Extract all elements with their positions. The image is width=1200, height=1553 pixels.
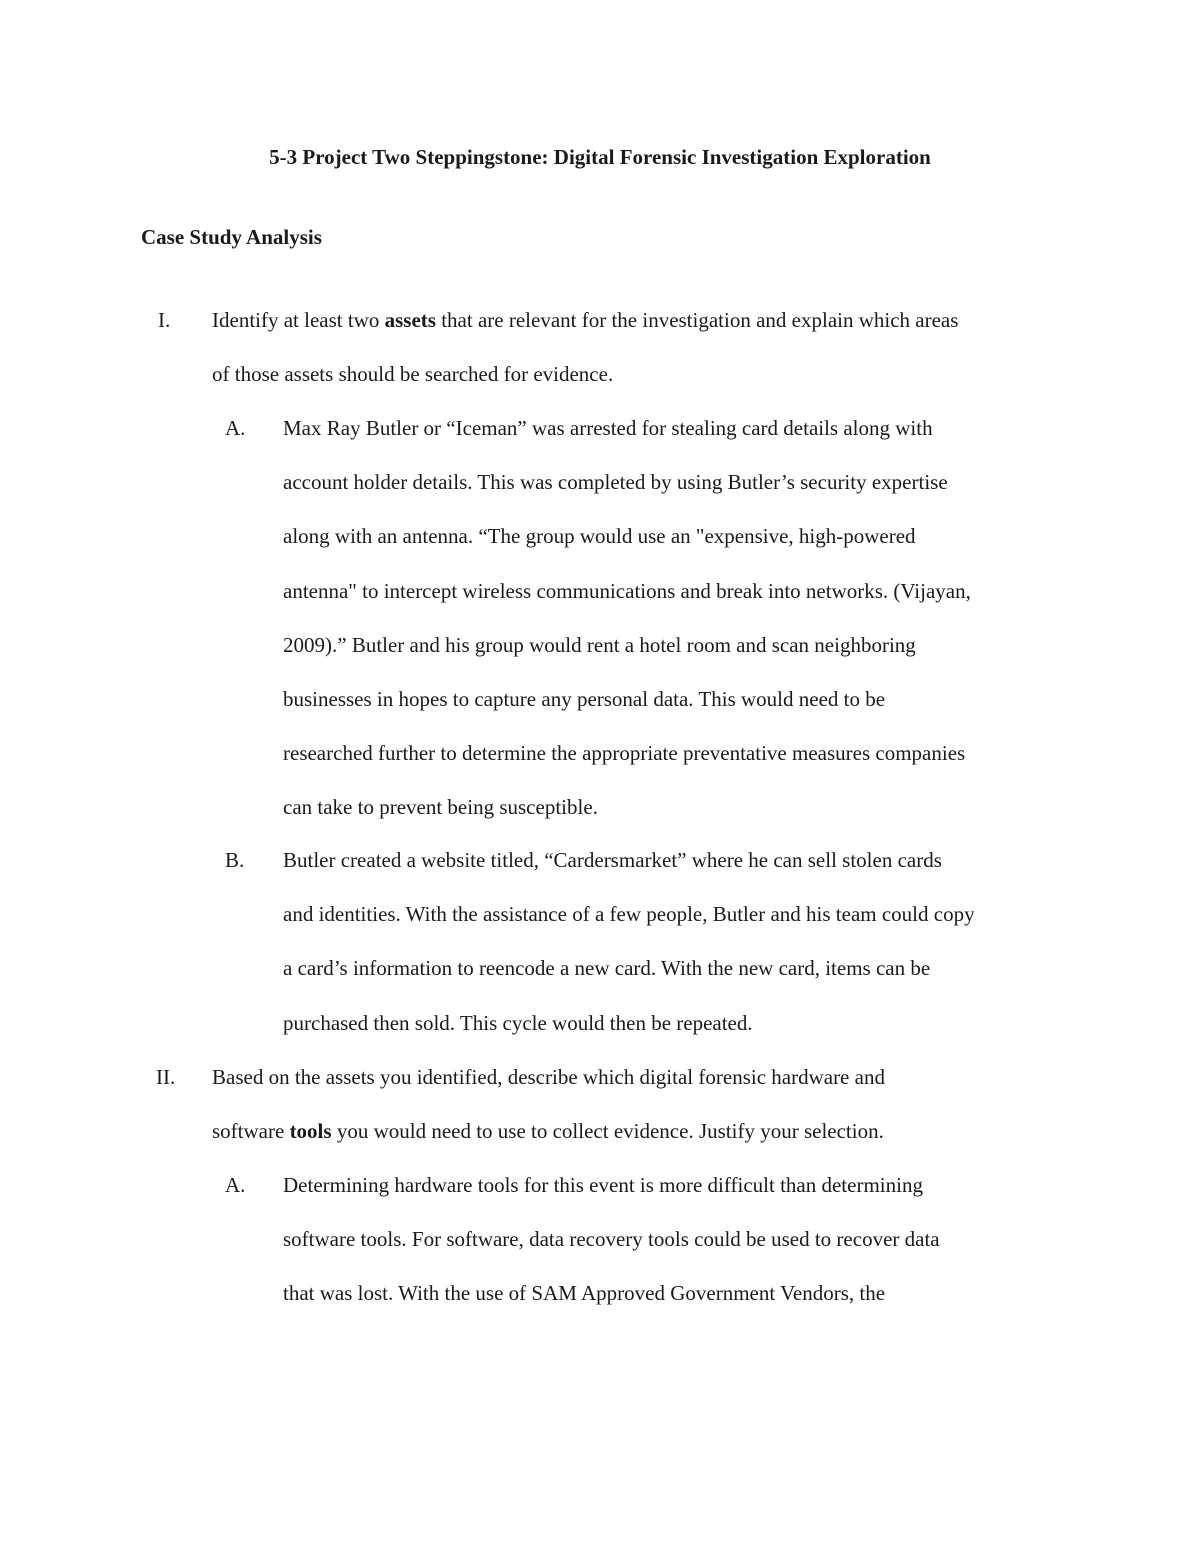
sub-item-line: researched further to determine the appropriate preventative measures companies: [283, 741, 966, 766]
text-run: that are relevant for the investigation and explain which areas: [435, 308, 959, 332]
bold-term: assets: [384, 308, 436, 332]
text-run: you would need to use to collect evidence. Justify your selection.: [331, 1119, 884, 1144]
sub-item-line: and identities. With the assistance of a few people, Butler and his team could copy: [283, 902, 975, 927]
list-item-line: of those assets should be searched for evidence.: [212, 362, 614, 387]
sub-item-line: purchased then sold. This cycle would then be repeated.: [283, 1010, 753, 1035]
list-marker-II: II.: [156, 1065, 176, 1089]
sub-item-line: software tools. For software, data recovery tools could be used to recover data: [283, 1227, 940, 1252]
list-item-I: [212, 293, 958, 401]
bold-term: tools: [289, 1119, 332, 1144]
sub-item-line: can take to prevent being susceptible.: [283, 795, 598, 820]
sub-item-line: along with an antenna. “The group would use an "expensive, high-powered: [283, 524, 916, 549]
sub-marker-IA: A.: [225, 416, 246, 440]
sub-item-IB: [283, 833, 975, 1050]
sub-item-line: Max Ray Butler or “Iceman” was arrested for stealing card details along with: [283, 416, 933, 440]
sub-item-IIA: [283, 1158, 940, 1321]
sub-marker-IIA: A.: [225, 1173, 246, 1197]
sub-item-line: 2009).” Butler and his group would rent a hotel room and scan neighboring: [283, 632, 916, 657]
sub-item-line: businesses in hopes to capture any personal data. This would need to be: [283, 687, 886, 712]
text-run: Identify at least two: [212, 308, 385, 332]
sub-item-line: that was lost. With the use of SAM Approved Government Vendors, the: [283, 1281, 886, 1306]
list-item-line: Based on the assets you identified, describe which digital forensic hardware and: [212, 1065, 885, 1089]
list-marker-I: I.: [158, 308, 171, 332]
sub-item-line: a card’s information to reencode a new card. With the new card, items can be: [283, 956, 931, 981]
sub-item-line: account holder details. This was completed by using Butler’s security expertise: [283, 470, 948, 495]
sub-item-IA: [283, 401, 971, 835]
sub-item-line: antenna" to intercept wireless communications and break into networks. (Vijayan,: [283, 578, 971, 603]
list-item-II: [212, 1050, 885, 1158]
text-run: software: [212, 1119, 290, 1144]
section-heading: Case Study Analysis: [141, 225, 322, 249]
list-item-line: [212, 1104, 885, 1158]
sub-item-line: Determining hardware tools for this event is more difficult than determining: [283, 1173, 923, 1197]
list-item-line: [212, 293, 958, 347]
document-title: 5-3 Project Two Steppingstone: Digital Forensic Investigation Exploration: [269, 145, 931, 169]
sub-item-line: Butler created a website titled, “Cardersmarket” where he can sell stolen cards: [283, 848, 942, 872]
sub-marker-IB: B.: [225, 848, 245, 872]
